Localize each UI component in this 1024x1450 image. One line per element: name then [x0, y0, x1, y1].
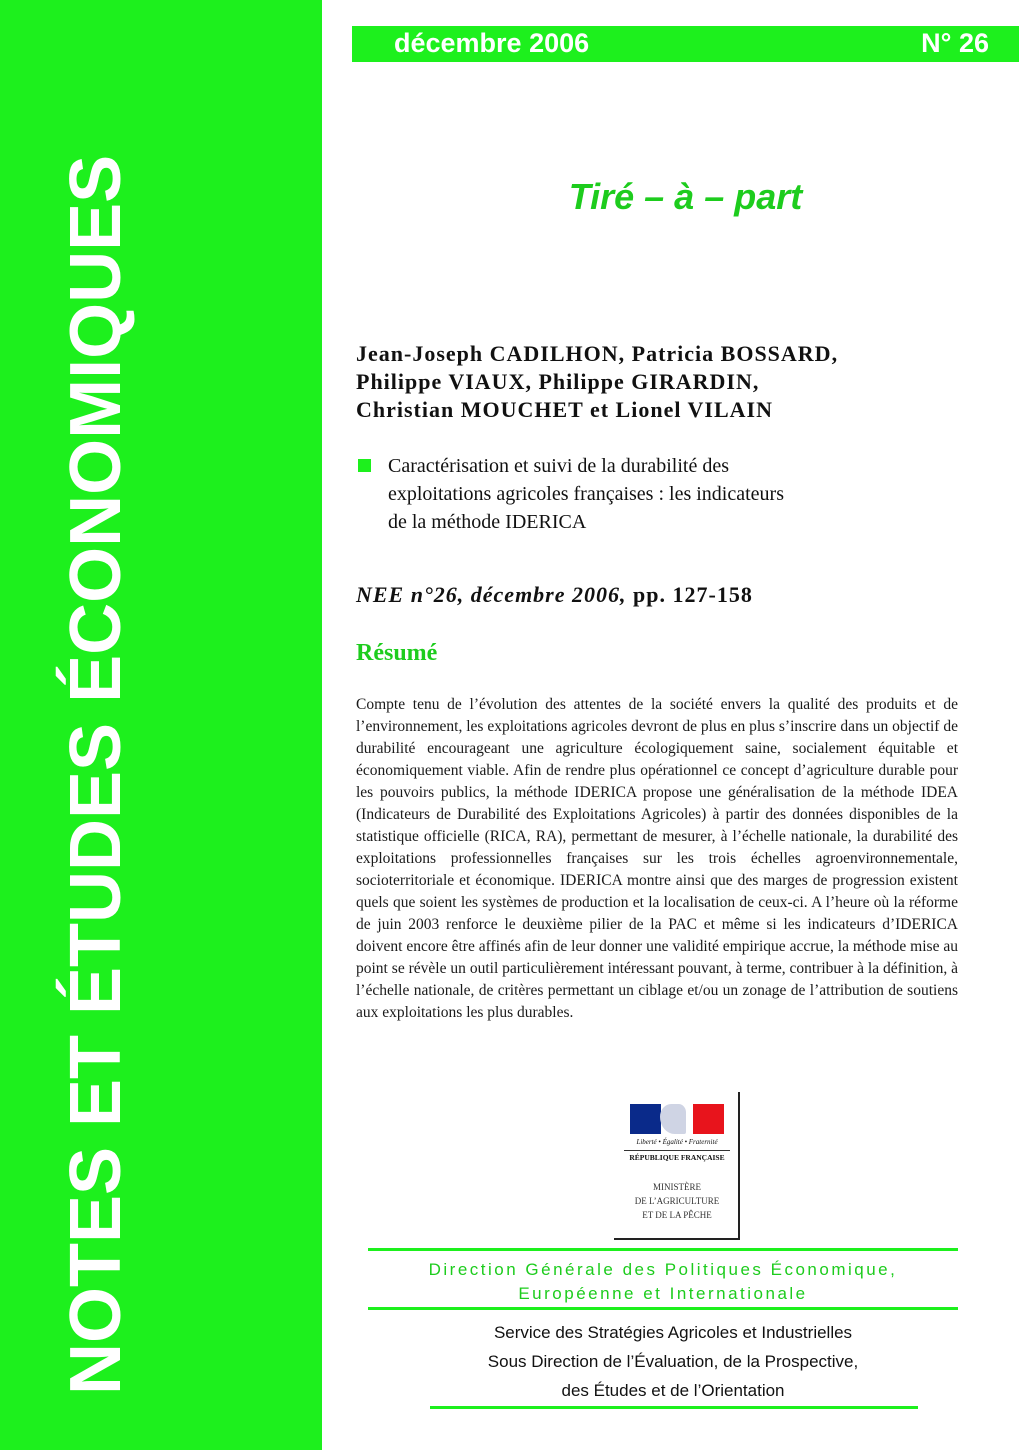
directorate-line: Européenne et Internationale [518, 1284, 808, 1303]
service-name [368, 1318, 978, 1405]
ministry-logo [614, 1092, 740, 1240]
article-title-line: exploitations agricoles françaises : les indicateurs [388, 483, 784, 505]
footer-rule-middle [368, 1307, 958, 1310]
issue-date: décembre 2006 [394, 28, 590, 58]
logo-ministry-line: MINISTÈRE [653, 1182, 701, 1192]
article-title [388, 452, 908, 536]
directorate-name [368, 1258, 958, 1306]
logo-motto: Liberté • Égalité • Fraternité [636, 1138, 718, 1146]
authors-block [356, 340, 996, 424]
square-bullet-icon [358, 459, 371, 472]
footer-rule-bottom [430, 1406, 918, 1409]
service-line: Service des Stratégies Agricoles et Industrielles [493, 1323, 853, 1342]
logo-republic: RÉPUBLIQUE FRANÇAISE [624, 1150, 730, 1162]
authors-line: Jean-Joseph CADILHON, Patricia BOSSARD, [356, 341, 839, 366]
directorate-line: Direction Générale des Politiques Économique, [428, 1260, 898, 1279]
issue-number: N° 26 [921, 28, 989, 58]
series-title: NOTES ET ÉTUDES ÉCONOMIQUES [56, 154, 136, 1395]
citation [356, 582, 753, 608]
issue-header-bar [352, 26, 1019, 62]
citation-source: NEE n°26, décembre 2006, [356, 582, 627, 607]
resume-text: Compte tenu de l’évolution des attentes de la société envers la qualité des produits et de l’environnement, les exploitations agricoles devront de plus en plus s’inscrire dans un objectif de durabilité encourageant une agriculture écologiquement saine, socialement équitable et économiquement viable. Afin de rendre plus opérationnel ce concept d’agriculture durable pour les pouvoirs publics, la méthode IDERICA propose une généralisation de la méthode IDEA (Indicateurs de Durabilité des Exploitations Agricoles) à partir des données disponibles de la statistique officielle (RICA, RA), permettant de mesurer, à l’échelle nationale, la durabilité des exploitations professionnelles françaises sur les trois échelles agroenvironnementale, socioterritoriale et économique. IDERICA montre ainsi que des marges de progression existent quels que soient les systèmes de production et la localisation de ceux-ci. A l’heure où la réforme de juin 2003 renforce le deuxième pilier de la PAC et même si les indicateurs d’IDERICA doivent encore être affinés afin de leur donner une validité empirique accrue, la méthode mise au point se révèle un outil particulièrement intéressant pouvant, à terme, contribuer à la définition, à l’échelle nationale, de critères permettant un ciblage et/ou un zonage de l’attribution de soutiens aux exploitations les plus durables. [356, 696, 958, 1021]
authors-line: Philippe VIAUX, Philippe GIRARDIN, [356, 369, 760, 394]
resume-heading: Résumé [356, 640, 438, 666]
article-title-line: de la méthode IDERICA [388, 511, 587, 533]
logo-ministry [622, 1180, 732, 1222]
authors-line: Christian MOUCHET et Lionel VILAIN [356, 397, 774, 422]
offprint-subtitle: Tiré – à – part [568, 176, 803, 217]
citation-pages: pp. 127-158 [626, 582, 753, 607]
article-title-line: Caractérisation et suivi de la durabilité des [388, 455, 729, 477]
footer-rule-top [368, 1248, 958, 1251]
marianne-flag-icon [630, 1104, 724, 1134]
green-sidebar-band [0, 0, 322, 1450]
logo-ministry-line: ET DE LA PÊCHE [642, 1210, 712, 1220]
service-line: des Études et de l’Orientation [561, 1381, 785, 1400]
logo-ministry-line: DE L’AGRICULTURE [634, 1196, 720, 1206]
service-line: Sous Direction de l’Évaluation, de la Prospective, [487, 1352, 859, 1371]
